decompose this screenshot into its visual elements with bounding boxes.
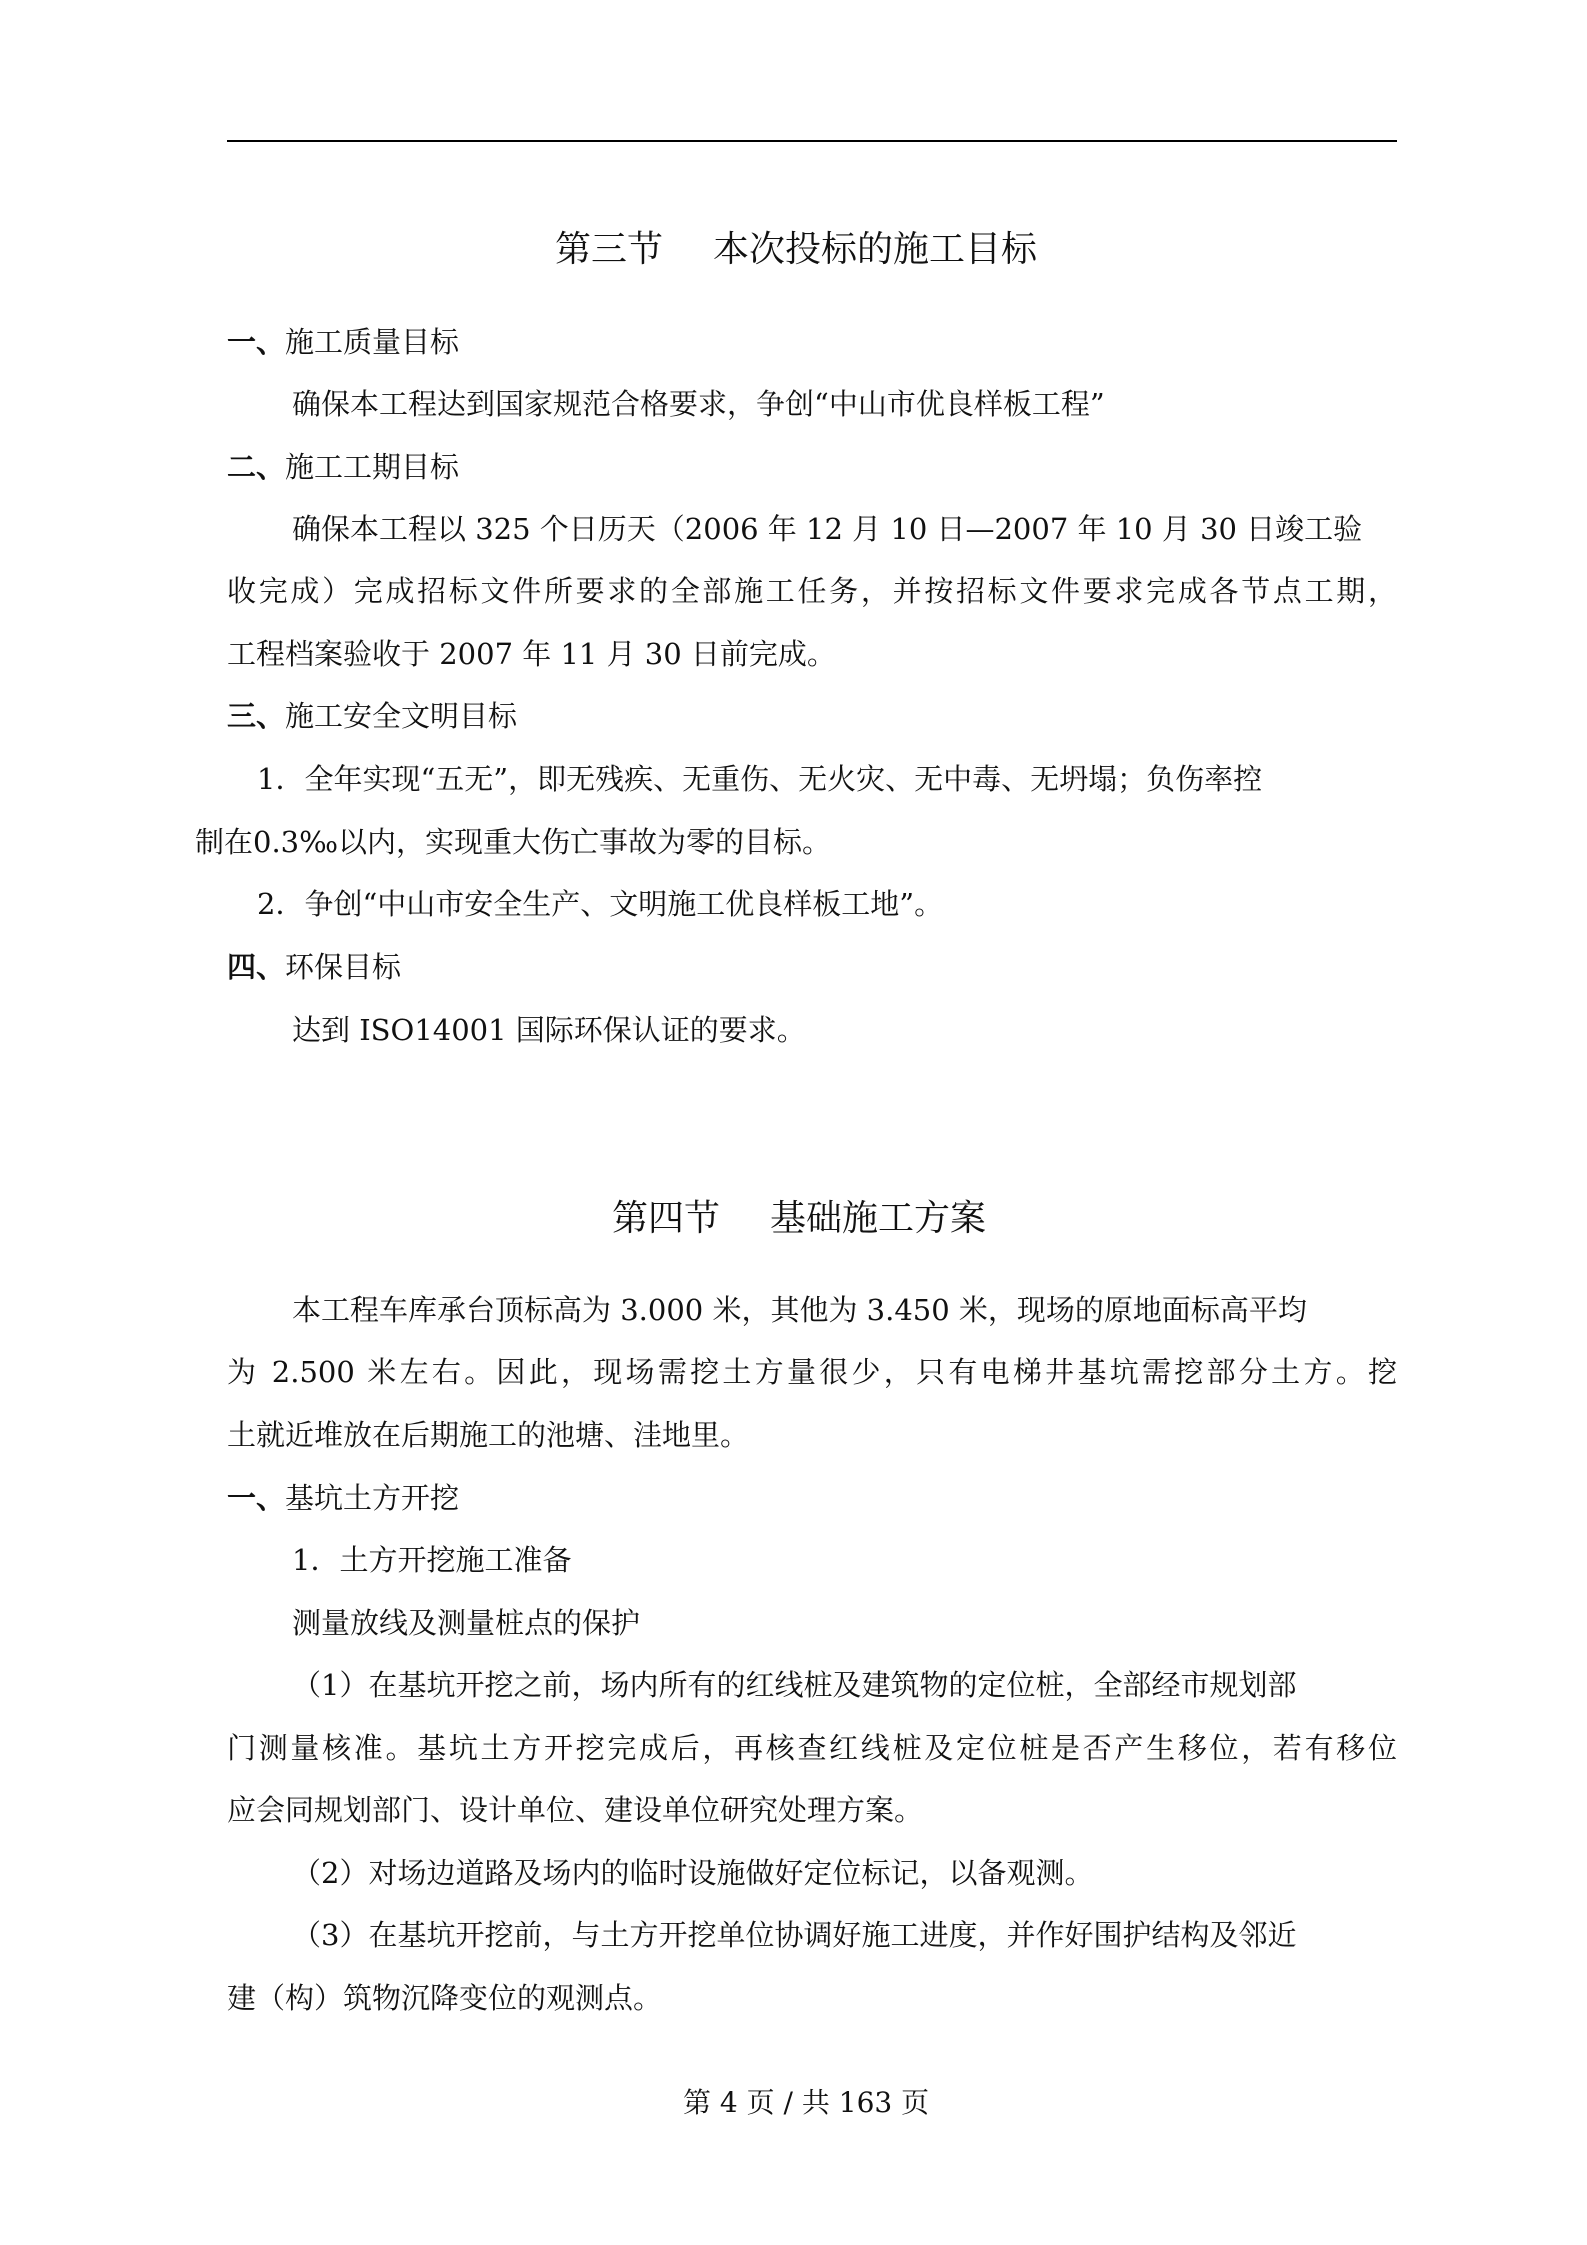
section4-intro-line-3: 土就近堆放在后期施工的池塘、洼地里。 — [227, 1418, 750, 1452]
page-footer: 第 4 页 / 共 163 页 — [683, 2086, 930, 2119]
environment-heading — [227, 947, 401, 987]
schedule-line-2: 收完成）完成招标文件所要求的全部施工任务，并按招标文件要求完成各节点工期， — [227, 574, 1397, 608]
excavation-heading-text: 基坑土方开挖 — [285, 1481, 460, 1515]
section4-intro-line-2: 为 2.500 米左右。因此，现场需挖土方量很少，只有电梯井基坑需挖部分土方。挖 — [227, 1355, 1397, 1389]
safety-item1-line-2: 制在0.3‰以内，实现重大伤亡事故为零的目标。 — [195, 825, 832, 859]
schedule-heading-text: 施工工期目标 — [285, 450, 460, 484]
excavation-p1-line-3: 应会同规划部门、设计单位、建设单位研究处理方案。 — [227, 1793, 924, 1827]
excavation-p3-line-1: （3）在基坑开挖前，与土方开挖单位协调好施工进度，并作好围护结构及邻近 — [292, 1918, 1297, 1952]
quality-heading — [227, 322, 459, 362]
environment-heading-text: 环保目标 — [285, 950, 402, 984]
safety-heading-text: 施工安全文明目标 — [285, 699, 518, 733]
section3-heading — [555, 226, 1037, 274]
quality-body: 确保本工程达到国家规范合格要求，争创“中山市优良样板工程” — [292, 387, 1105, 421]
excavation-heading-num: 一、 — [227, 1481, 286, 1515]
excavation-p1-line-1: （1）在基坑开挖之前，场内所有的红线桩及建筑物的定位桩，全部经市规划部 — [292, 1668, 1297, 1702]
environment-body: 达到 ISO14001 国际环保认证的要求。 — [292, 1013, 806, 1047]
section3-number: 第三节 — [555, 229, 664, 270]
excavation-heading — [227, 1478, 459, 1518]
section4-intro-line-1: 本工程车库承台顶标高为 3.000 米，其他为 3.450 米，现场的原地面标高平均 — [292, 1293, 1307, 1327]
excavation-sub1: 1．土方开挖施工准备 — [292, 1543, 572, 1577]
excavation-p2: （2）对场边道路及场内的临时设施做好定位标记，以备观测。 — [292, 1856, 1094, 1890]
excavation-sub1-title: 测量放线及测量桩点的保护 — [292, 1606, 641, 1640]
schedule-heading — [227, 447, 459, 487]
schedule-line-1: 确保本工程以 325 个日历天（2006 年 12 月 10 日—2007 年 10 月 30 日竣工验 — [292, 512, 1363, 546]
safety-heading — [227, 696, 517, 736]
excavation-p1-line-2: 门测量核准。基坑土方开挖完成后，再核查红线桩及定位桩是否产生移位，若有移位 — [227, 1731, 1397, 1765]
section4-heading — [612, 1195, 986, 1243]
excavation-p3-line-2: 建（构）筑物沉降变位的观测点。 — [227, 1981, 663, 2015]
safety-item2: 2．争创“中山市安全生产、文明施工优良样板工地”。 — [257, 887, 944, 921]
quality-heading-text: 施工质量目标 — [285, 325, 460, 359]
environment-heading-num: 四、 — [227, 950, 286, 984]
section4-number: 第四节 — [612, 1198, 721, 1239]
section4-title: 基础施工方案 — [770, 1198, 987, 1239]
schedule-heading-num: 二、 — [227, 450, 286, 484]
safety-item1-line-1: 1．全年实现“五无”，即无残疾、无重伤、无火灾、无中毒、无坍塌；负伤率控 — [257, 762, 1263, 796]
safety-heading-num: 三、 — [227, 699, 286, 733]
header-rule — [227, 140, 1397, 142]
section3-title: 本次投标的施工目标 — [713, 229, 1038, 270]
quality-heading-num: 一、 — [227, 325, 286, 359]
schedule-line-3: 工程档案验收于 2007 年 11 月 30 日前完成。 — [227, 637, 836, 671]
